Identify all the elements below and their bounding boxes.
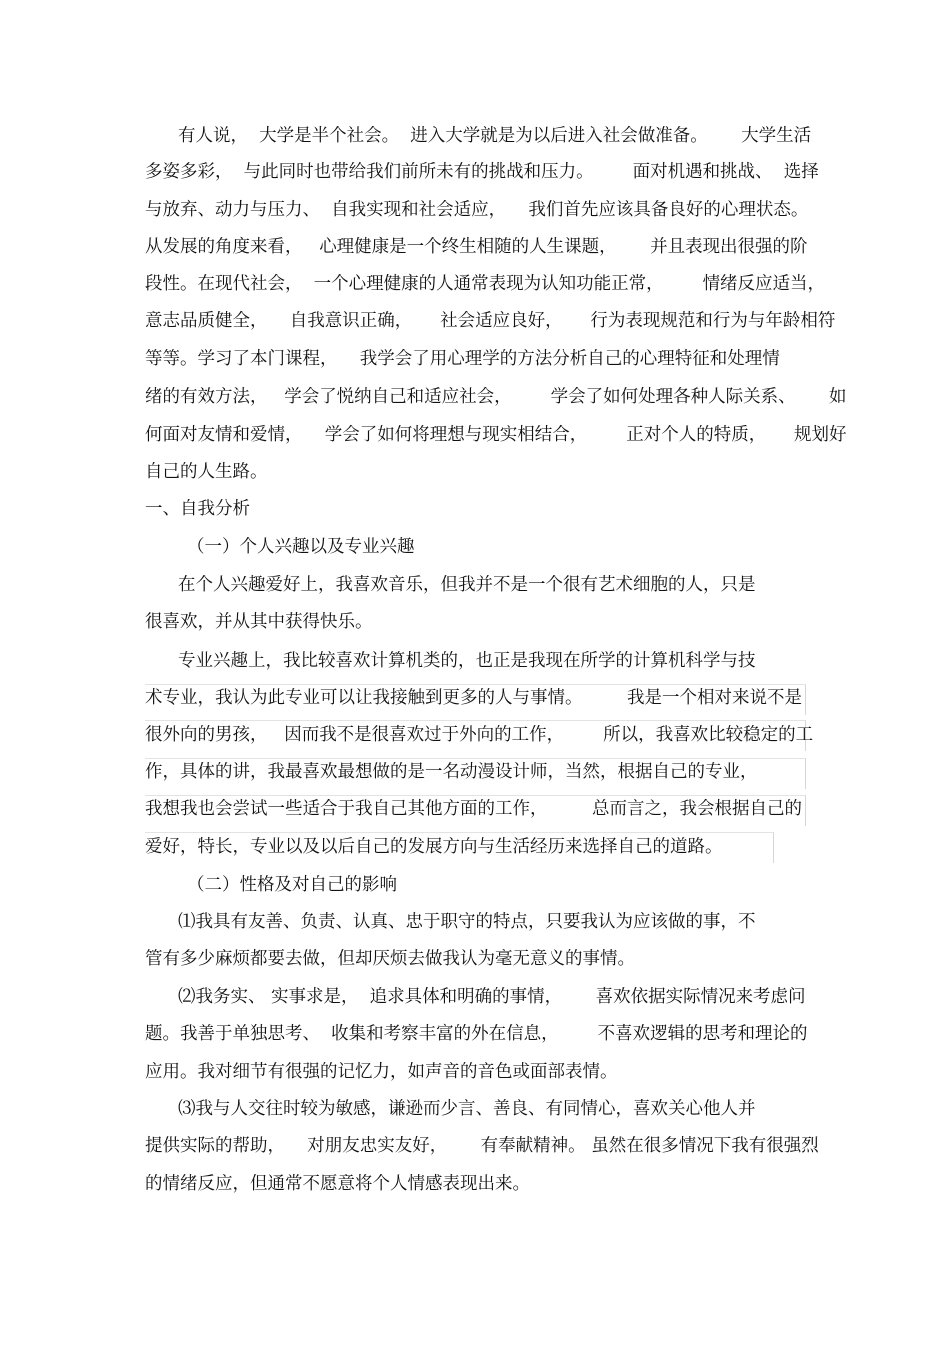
trait-line-5: 应用。我对细节有很强的记忆力，如声音的音色或面部表情。 (145, 1062, 618, 1082)
section-heading: 一、自我分析 (145, 499, 250, 519)
subsection-heading-2: （二）性格及对自己的影响 (187, 875, 397, 895)
subsection-heading-1: （一）个人兴趣以及专业兴趣 (187, 537, 415, 557)
trait-line-6: ⑶我与人交往时较为敏感，谦逊而少言、善良、有同情心，喜欢关心他人并 (178, 1099, 756, 1119)
trait-line-2: 管有多少麻烦都要去做，但却厌烦去做我认为毫无意义的事情。 (145, 949, 635, 969)
intro-line-3: 与放弃、动力与压力、 自我实现和社会适应， 我们首先应该具备良好的心理状态。 (145, 200, 809, 220)
intro-line-9: 何面对友情和爱情， 学会了如何将理想与现实相结合， 正对个人的特质， 规划好 (145, 425, 847, 445)
trait-line-7: 提供实际的帮助， 对朋友忠实友好， 有奉献精神。 虽然在很多情况下我有很强烈 (145, 1136, 819, 1156)
intro-line-4: 从发展的角度来看， 心理健康是一个终生相随的人生课题， 并且表现出很强的阶 (145, 237, 808, 257)
trait-line-8: 的情绪反应，但通常不愿意将个人情感表现出来。 (145, 1174, 530, 1194)
major-line-2: 术专业，我认为此专业可以让我接触到更多的人与事情。 我是一个相对来说不是 (145, 688, 802, 708)
trait-line-1: ⑴我具有友善、负责、认真、忠于职守的特点，只要我认为应该做的事，不 (178, 912, 756, 932)
interest-line-1: 在个人兴趣爱好上，我喜欢音乐，但我并不是一个很有艺术细胞的人，只是 (178, 575, 756, 595)
major-line-1: 专业兴趣上，我比较喜欢计算机类的，也正是我现在所学的计算机科学与技 (178, 651, 756, 671)
intro-line-2: 多姿多彩， 与此同时也带给我们前所未有的挑战和压力。 面对机遇和挑战、 选择 (145, 162, 819, 182)
intro-line-5: 段性。在现代社会， 一个心理健康的人通常表现为认知功能正常， 情绪反应适当， (145, 274, 826, 294)
major-line-3: 很外向的男孩， 因而我不是很喜欢过于外向的工作， 所以，我喜欢比较稳定的工 (145, 725, 814, 745)
intro-line-8: 绪的有效方法， 学会了悦纳自己和适应社会， 学会了如何处理各种人际关系、 如 (145, 387, 847, 407)
major-line-6: 爱好，特长，专业以及以后自己的发展方向与生活经历来选择自己的道路。 (145, 837, 723, 857)
trait-line-4: 题。我善于单独思考、 收集和考察丰富的外在信息， 不喜欢逻辑的思考和理论的 (145, 1024, 808, 1044)
major-line-4: 作，具体的讲，我最喜欢最想做的是一名动漫设计师，当然，根据自己的专业， (145, 762, 758, 782)
intro-line-6: 意志品质健全， 自我意识正确， 社会适应良好， 行为表现规范和行为与年龄相符 (145, 311, 836, 331)
intro-line-7: 等等。学习了本门课程， 我学会了用心理学的方法分析自己的心理特征和处理情 (145, 349, 780, 369)
major-line-5: 我想我也会尝试一些适合于我自己其他方面的工作， 总而言之，我会根据自己的 (145, 799, 802, 819)
intro-line-1: 有人说， 大学是半个社会。 进入大学就是为以后进入社会做准备。 大学生活 (178, 126, 812, 146)
intro-line-10: 自己的人生路。 (145, 462, 268, 482)
trait-line-3: ⑵我务实、 实事求是， 追求具体和明确的事情， 喜欢依据实际情况来考虑问 (178, 987, 806, 1007)
interest-line-2: 很喜欢，并从其中获得快乐。 (145, 612, 373, 632)
